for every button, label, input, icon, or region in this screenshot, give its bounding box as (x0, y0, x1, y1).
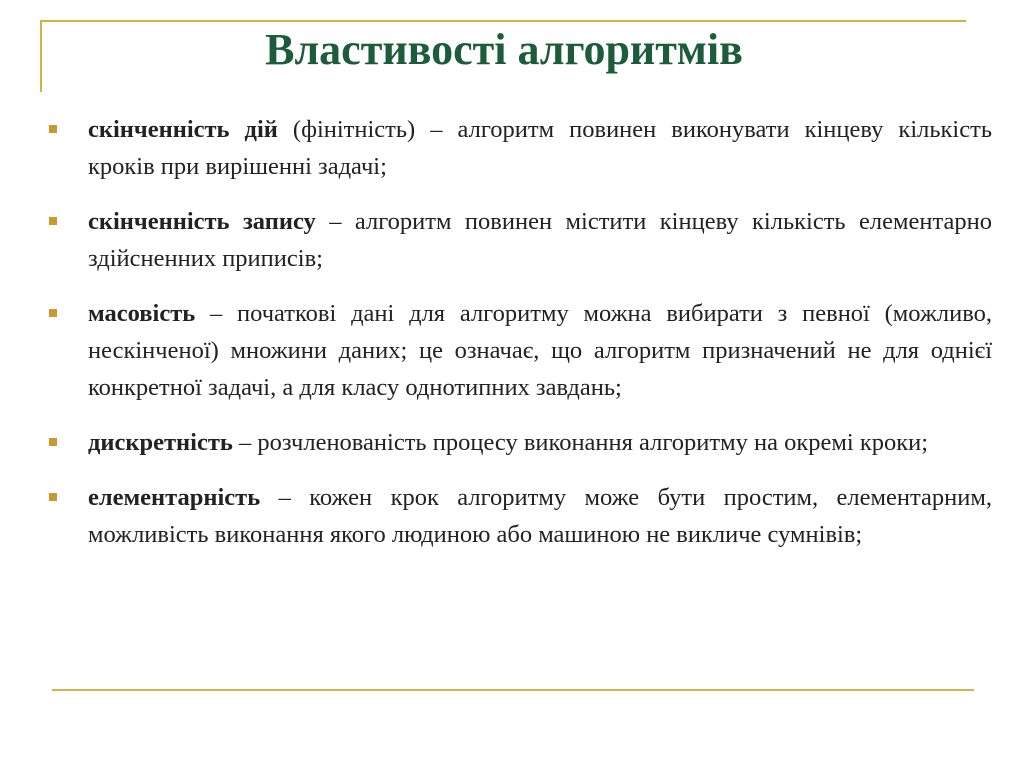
bullet-text: – кожен крок алгоритму може бути простим, елементарним, можливість виконання якого людиною або машиною не викличе сумнівів; (88, 484, 992, 548)
bullet-term: дискретність (88, 429, 233, 456)
square-bullet-icon (49, 438, 57, 446)
bullet-text: – алгоритм повинен містити кінцеву кількість елементарно здійсненних приписів; (88, 208, 992, 272)
bullet-list (40, 111, 992, 571)
list-item (40, 295, 992, 406)
list-item (40, 424, 992, 461)
square-bullet-icon (49, 125, 57, 133)
bullet-term: елементарність (88, 484, 261, 511)
bullet-text: (фінітність) – алгоритм повинен виконувати кінцеву кількість кроків при вирішенні задачі; (88, 116, 992, 180)
list-item (40, 111, 992, 185)
bullet-term: масовість (88, 300, 196, 327)
square-bullet-icon (49, 217, 57, 225)
list-item (40, 203, 992, 277)
square-bullet-icon (49, 493, 57, 501)
bullet-text: – розчленованість процесу виконання алгоритму на окремі кроки; (232, 429, 929, 456)
square-bullet-icon (49, 309, 57, 317)
bullet-term: скінченність запису (88, 208, 316, 235)
bullet-term: скінченність дій (88, 116, 278, 143)
slide-title: Властивості алгоритмів (265, 25, 743, 74)
list-item (40, 479, 992, 553)
bullet-text: – початкові дані для алгоритму можна вибирати з певної (можливо, нескінченої) множини даних; це означає, що алгоритм призначений не для однієї конкретної задачі, а для класу однотипних завдань; (88, 300, 992, 401)
bottom-divider (52, 689, 974, 691)
